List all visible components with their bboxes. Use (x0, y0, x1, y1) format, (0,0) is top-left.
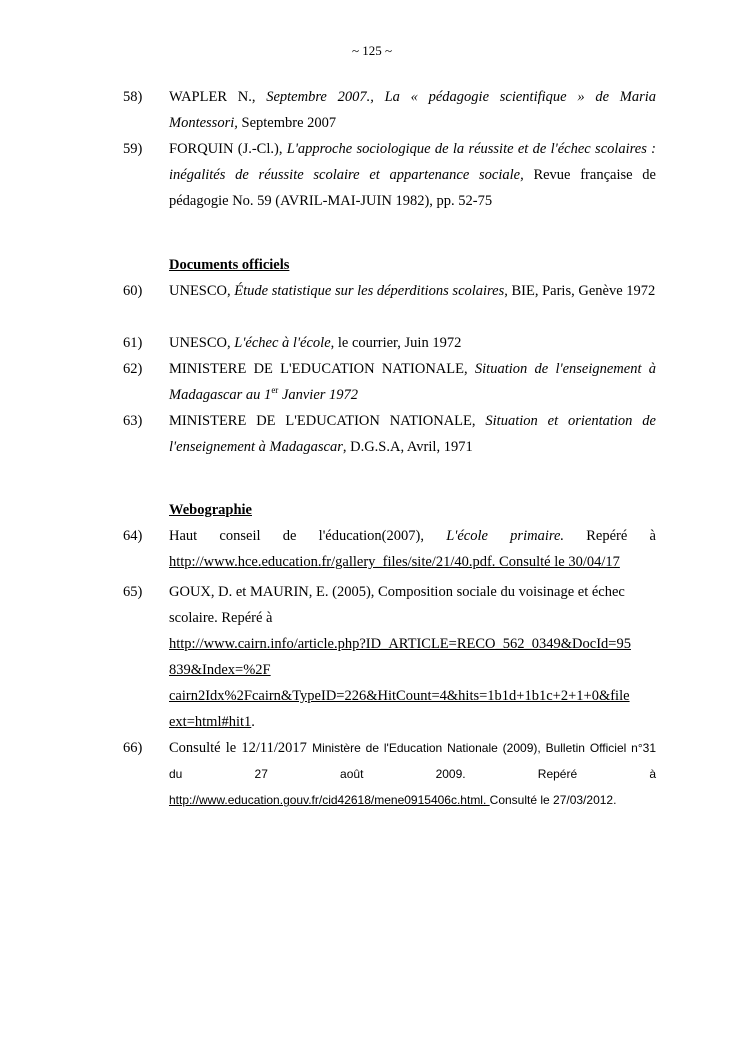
reference-number: 62) (123, 361, 143, 377)
reference-title: L'école primaire. (446, 528, 565, 544)
reference-link-line-4[interactable]: ext=html#hit1 (169, 714, 252, 730)
reference-consulted: Consulté le 12/11/2017 (169, 740, 313, 756)
reference-details: Septembre 2007 (237, 115, 337, 131)
reference-author: WAPLER N., (169, 89, 267, 105)
reference-66 (123, 735, 656, 813)
reference-title: Étude statistique sur les déperditions scolaires (234, 283, 505, 299)
reference-title-end: Janvier 1972 (278, 387, 359, 403)
section-heading-documents-officiels: Documents officiels (169, 257, 290, 273)
reference-title: L'échec à l'école (234, 335, 331, 351)
reference-number: 60) (123, 283, 143, 299)
reference-number: 61) (123, 335, 143, 351)
reference-number: 64) (123, 528, 143, 544)
reference-details: , D.G.S.A, Avril, 1971 (342, 439, 473, 455)
reference-author: UNESCO, (169, 283, 235, 299)
reference-title: Septembre 2007., La « pédagogie scientifique » de Maria Montessori, (169, 89, 656, 131)
reference-author: MINISTERE DE L'EDUCATION NATIONALE, (169, 361, 475, 377)
reference-link-line-3[interactable]: cairn2Idx%2Fcairn&TypeID=226&HitCount=4&hits=1b1d+1b1c+2+1+0&file (169, 688, 630, 704)
reference-details: , BIE, Paris, Genève 1972 (504, 283, 656, 299)
reference-details: Revue française de pédagogie No. 59 (AVRIL-MAI-JUIN 1982), pp. 52-75 (169, 167, 656, 209)
reference-author: UNESCO, (169, 335, 235, 351)
reference-61 (123, 330, 656, 356)
reference-superscript: er (271, 385, 279, 396)
reference-60 (123, 278, 656, 304)
reference-number: 63) (123, 413, 143, 429)
reference-details: Repéré à (564, 528, 656, 544)
reference-author: FORQUIN (J.-Cl.), (169, 141, 287, 157)
reference-text: Ministère de l'Education Nationale (2009), Bulletin Officiel n°31 du 27 août 2009. Repéré à (169, 741, 656, 781)
page-number: ~ 125 ~ (351, 43, 393, 58)
reference-number: 59) (123, 141, 143, 157)
reference-title: L'approche sociologique de la réussite et de l'échec scolaires : inégalités de réussite scolaire et appartenance sociale, (169, 141, 656, 183)
reference-consulted-date: Consulté le 27/03/2012. (489, 793, 617, 807)
reference-65 (123, 579, 656, 735)
reference-end-punctuation: . (251, 714, 255, 730)
reference-title: Situation et orientation de l'enseignement à Madagascar (169, 413, 656, 455)
reference-64 (123, 523, 656, 575)
reference-number: 58) (123, 89, 143, 105)
reference-59 (123, 136, 656, 214)
reference-author: MINISTERE DE L'EDUCATION NATIONALE, (169, 413, 486, 429)
reference-link[interactable]: http://www.hce.education.fr/gallery_files/site/21/40.pdf. Consulté le 30/04/17 (169, 554, 620, 570)
reference-link-line-1[interactable]: http://www.cairn.info/article.php?ID_ARTICLE=RECO_562_0349&DocId=95 (169, 636, 631, 652)
reference-author: Haut conseil de l'éducation(2007), (169, 528, 447, 544)
reference-title: Situation de l'enseignement à Madagascar au 1 (169, 361, 656, 403)
reference-link[interactable]: http://www.education.gouv.fr/cid42618/mene0915406c.html. (169, 793, 490, 807)
section-heading-webographie: Webographie (169, 502, 252, 518)
reference-details: , le courrier, Juin 1972 (330, 335, 462, 351)
reference-text: GOUX, D. et MAURIN, E. (2005), Composition sociale du voisinage et échec scolaire. Repéré à (169, 584, 625, 626)
reference-58 (123, 84, 656, 136)
reference-number: 66) (123, 740, 143, 756)
reference-number: 65) (123, 584, 143, 600)
reference-62 (123, 356, 656, 408)
reference-63 (123, 408, 656, 460)
reference-link-line-2[interactable]: 839&Index=%2F (169, 662, 271, 678)
